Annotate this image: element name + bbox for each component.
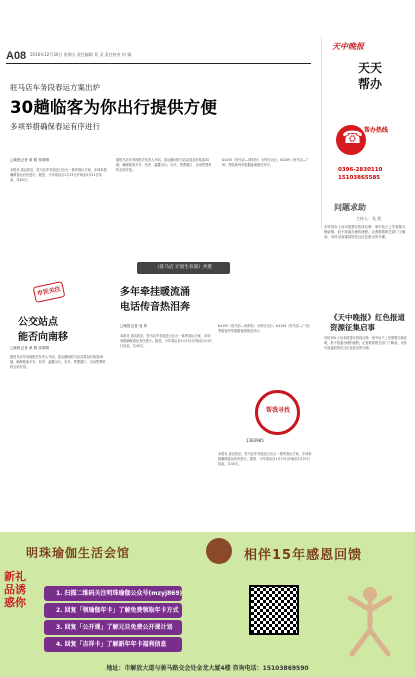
hotline-number-1: 0396-2830110 <box>338 167 383 173</box>
sidebar-brand-box <box>321 37 411 229</box>
hotline-label: 帮办热线 <box>364 127 389 134</box>
qr-code-icon <box>249 585 299 635</box>
mid-story-title-2: 电话传音热泪奔 <box>120 302 190 313</box>
mid-story-byline: □晚报记者 周 婷 <box>120 324 148 328</box>
mid-story-body-1: 本报讯 春运将至，驻马店车务段近日出台一系列春运方案，多项举措确保春运有序进行。据悉，今年春运自1月13日开始至2月21日结束，共40天。 <box>120 334 212 348</box>
issue-meta: 2016年12月30日 星期五 责任编辑 刘 灵 责任校对 何 婧 <box>30 52 132 57</box>
yoga-step: 4. 回复「吉祥卡」了解新年年卡福利信息 <box>44 637 182 652</box>
yoga-figure-icon <box>330 580 410 660</box>
mid-story-title-1: 多年牵挂暖流涌 <box>120 287 190 298</box>
seek-label: 帮我寻找 <box>266 407 291 414</box>
notice-title: 《天中晚报》红色报道资源征集启事 <box>330 313 405 332</box>
yoga-step: 1. 扫描二维码关注明珠瑜伽公众号(mzyj869) <box>44 586 182 601</box>
left-story-byline: □晚报记者 黄 鹤 张晴晴 <box>10 346 50 350</box>
lead-column-3: K4153（驻马店—深圳东）为每日运行。K4159（驻马店—广州）等临客列车根据客流情况开行。 <box>222 158 310 167</box>
stamp-label: 市民关注 <box>36 285 62 298</box>
left-story-title-1: 公交站点 <box>18 317 58 328</box>
mid-story-banner <box>137 262 230 274</box>
yoga-step: 2. 回复「领瑜伽年卡」了解免费领取年卡方式 <box>44 603 182 618</box>
lead-column-1: 本报讯 春运将至，驻马店车务段近日出台一系列春运方案，多项举措确保春运有序进行。据悉，今年春运自1月13日开始至2月21日结束，共40天。 <box>10 168 107 182</box>
seek-stamp <box>255 390 300 435</box>
qa-host: 主持人：张 茜 <box>356 216 382 221</box>
brand-tag-1: 天天 <box>358 61 383 75</box>
qa-text: 市民刘女士向本报帮办热线反映：家中孩子上学需要办理证明，但不知道办理的流程。记者联系相关部门了解到，市民可直接到所在社区及派出所办理。 <box>324 225 406 239</box>
mid-banner-label: 《驻马店 计划生育部》共建 <box>155 265 212 270</box>
lead-headline: 30趟临客为你出行提供方便 <box>10 98 218 117</box>
yoga-ad-title: 明珠瑜伽生活会馆 <box>26 546 131 560</box>
notice-body: 市民刘女士向本报帮办热线反映：家中孩子上学需要办理证明，但不知道办理的流程。记者联系相关部门了解到，市民可直接到所在社区及派出所办理。 <box>324 336 407 350</box>
yoga-logo-icon <box>206 538 232 564</box>
lead-column-2: 据驻马店车务段相关负责人介绍，春运期间驻马店站将加开临客30趟，确保旅客平安、有序、温馨出行。另外，售票窗口、自动售票机将全部开放。 <box>116 158 212 172</box>
yoga-ad-celebrate: 相伴15年感恩回馈 <box>244 548 363 563</box>
yoga-ad-vertical: 新礼品诱惑你 <box>4 570 26 609</box>
hotline-number-2: 15103865585 <box>338 175 381 181</box>
lead-byline: □晚报记者 黄 鹤 张晴晴 <box>10 158 50 162</box>
page-number: A08 <box>6 50 27 62</box>
phone-icon <box>336 125 366 155</box>
left-story-body: 据驻马店车务段相关负责人介绍，春运期间驻马店站将加开临客30趟，确保旅客平安、有序、温馨出行。另外，售票窗口、自动售票机将全部开放。 <box>10 355 106 369</box>
qa-title: 问题求助 <box>334 203 366 212</box>
brand-tag-2: 帮办 <box>358 77 383 91</box>
lead-kicker: 驻马店车务段春运方案出炉 <box>10 83 100 92</box>
lead-subhead: 多项举措确保春运有序进行 <box>10 122 100 131</box>
citizen-focus-stamp <box>33 281 66 303</box>
hotline-box <box>334 115 398 185</box>
left-story-title-2: 能否向南移 <box>18 332 68 343</box>
yoga-ad-steps <box>44 586 182 654</box>
yoga-ad-address: 地址：市解放大道与骏马路交会处金龙大厦4楼 咨询电话：15103869590 <box>106 665 309 672</box>
mid-story-body-3: 本报讯 春运将至，驻马店车务段近日出台一系列春运方案，多项举措确保春运有序进行。据悉，今年春运自1月13日开始至2月21日结束，共40天。 <box>218 452 312 466</box>
mid-story-body-2: K4153（驻马店—深圳东）为每日运行。K4159（驻马店—广州）等临客列车根据客流情况开行。 <box>218 324 312 333</box>
yoga-step: 3. 回复「公开课」了解元旦免费公开课计划 <box>44 620 182 635</box>
header-rule <box>6 63 311 64</box>
newspaper-logo: 天中晚报 <box>332 41 364 51</box>
seek-number: 1383985 <box>246 438 264 443</box>
